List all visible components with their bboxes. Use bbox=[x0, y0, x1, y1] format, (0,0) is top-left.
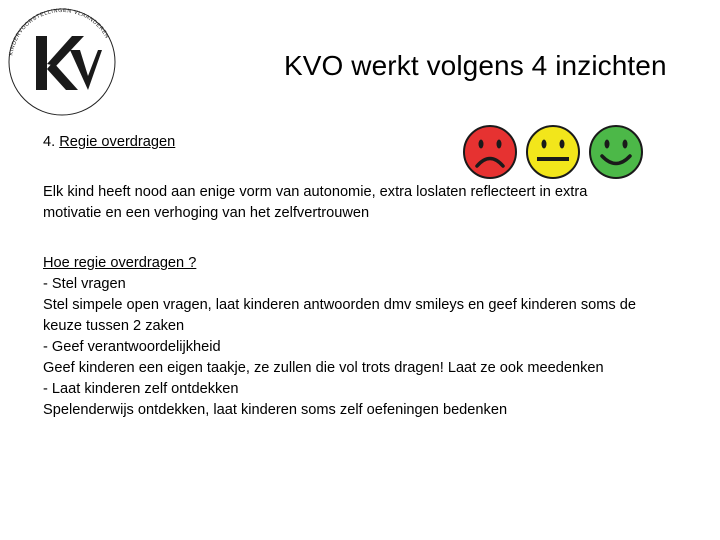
list-item: - Stel vragen bbox=[43, 276, 126, 292]
svg-text:KINDERVOORSTELLINGEN VLAANDERE bbox=[8, 8, 109, 56]
logo-ring-text: KINDERVOORSTELLINGEN VLAANDEREN bbox=[8, 7, 110, 57]
list-item: - Laat kinderen zelf ontdekken bbox=[43, 381, 239, 397]
intro-paragraph bbox=[43, 182, 587, 224]
list-item: - Geef verantwoordelijkheid bbox=[43, 339, 221, 355]
slide-title: KVO werkt volgens 4 inzichten bbox=[284, 50, 667, 81]
smiley-row bbox=[462, 124, 644, 180]
section-title: Regie overdragen bbox=[59, 134, 176, 150]
list-item: Spelenderwijs ontdekken, laat kinderen soms zelf oefeningen bedenken bbox=[43, 402, 508, 418]
intro-line: motivatie en een verhoging van het zelfvertrouwen bbox=[43, 205, 370, 221]
sad-face-icon bbox=[464, 126, 516, 178]
how-heading: Hoe regie overdragen ? bbox=[43, 255, 197, 271]
kvo-logo bbox=[6, 6, 118, 118]
section-number: 4. bbox=[43, 134, 56, 150]
neutral-face-icon bbox=[527, 126, 579, 178]
how-section bbox=[43, 253, 636, 421]
list-item: Geef kinderen een eigen taakje, ze zullen die vol trots dragen! Laat ze ook meedenken bbox=[43, 360, 604, 376]
list-item: Stel simpele open vragen, laat kinderen antwoorden dmv smileys en geef kinderen soms de bbox=[43, 297, 636, 313]
happy-face-icon bbox=[590, 126, 642, 178]
intro-line: Elk kind heeft nood aan enige vorm van autonomie, extra loslaten reflecteert in extra bbox=[43, 184, 588, 200]
section-heading bbox=[43, 132, 175, 152]
list-item: keuze tussen 2 zaken bbox=[43, 318, 185, 334]
